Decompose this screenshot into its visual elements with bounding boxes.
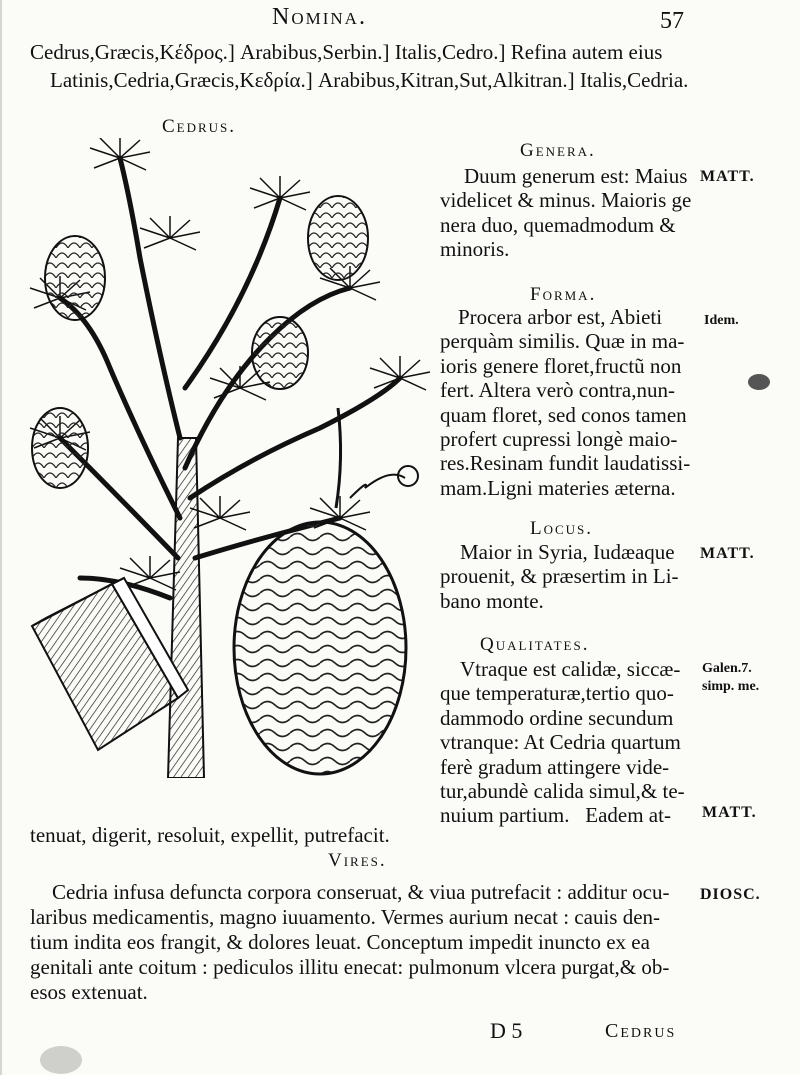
margin-note-galen xyxy=(702,660,759,696)
margin-note-galen-line-2: simp. me. xyxy=(702,679,760,694)
margin-note-matt: MATT. xyxy=(700,545,755,562)
continuation-line: tenuat, digerit, resoluit, expellit, putrefacit. xyxy=(30,823,390,847)
names-line-2: Latinis,Cedria,Græcis,Κεδρία.] Arabibus,Kitran,Sut,Alkitran.] Italis,Cedria. xyxy=(50,68,689,92)
qualitates-line: Vtraque est calidæ, siccæ- xyxy=(460,657,681,681)
vires-line: laribus medicamentis, magno iuuamento. Vermes aurium necat : cauis den- xyxy=(30,905,661,929)
running-head: Nomina. xyxy=(272,4,367,30)
catchword: Cedrus xyxy=(605,1020,677,1042)
locus-line: Maior in Syria, Iudæaque xyxy=(460,540,675,564)
qualitates-line: dammodo ordine secundum xyxy=(440,705,674,730)
page-gutter-shadow xyxy=(0,0,2,1075)
genera-text xyxy=(440,164,692,262)
forma-line: res.Resinam fundit laudatissi- xyxy=(440,451,691,476)
forma-line: fert. Altera verò contra,nun- xyxy=(440,378,675,403)
heading-vires: Vires. xyxy=(328,850,387,871)
vires-line: Cedria infusa defuncta corpora conseruat, & viua putrefacit : additur ocu- xyxy=(52,880,670,904)
margin-note-matt: MATT. xyxy=(702,804,757,821)
forma-line: ioris genere floret,fructũ non xyxy=(440,353,682,378)
forma-line: mam.Ligni materies æterna. xyxy=(440,475,676,500)
locus-line: prouenit, & præsertim in Li- xyxy=(440,564,679,589)
vires-line: esos extenuat. xyxy=(30,980,148,1004)
margin-note-matt: MATT. xyxy=(700,168,755,185)
genera-line: Duum generum est: Maius xyxy=(464,164,688,188)
genera-line: videlicet & minus. Maioris ge xyxy=(440,188,692,213)
qualitates-line: tur,abundè calida simul,& te- xyxy=(440,779,685,804)
margin-note-diosc: DIOSC. xyxy=(700,886,761,903)
qualitates-line: vtranque: At Cedria quartum xyxy=(440,730,681,755)
vires-line: tium indita eos frangit, & dolores leuat. Conceptum impedit inuncto ex ea xyxy=(30,930,650,954)
qualitates-text xyxy=(440,657,685,828)
heading-forma: Forma. xyxy=(530,284,597,305)
heading-qualitates: Qualitates. xyxy=(480,634,590,655)
cedar-tree-woodcut xyxy=(20,138,440,778)
heading-genera: Genera. xyxy=(520,140,596,161)
forma-line: quam floret, sed conos tamen xyxy=(440,402,687,427)
vires-line: genitali ante coitum : pediculos illitu enecat: pulmonum vlcera purgat,& ob- xyxy=(30,955,670,979)
genera-line: minoris. xyxy=(440,237,510,262)
genera-line: nera duo, quemadmodum & xyxy=(440,212,676,237)
forma-line: profert cupressi longè maio- xyxy=(440,427,678,452)
forma-line: perquàm similis. Quæ in ma- xyxy=(440,329,685,354)
signature-mark: D 5 xyxy=(490,1018,523,1043)
heading-locus: Locus. xyxy=(530,518,594,539)
vires-text xyxy=(30,880,670,1005)
qualitates-line: ferè gradum attingere vide- xyxy=(440,754,670,779)
ink-spot xyxy=(748,374,770,390)
names-line-1: Cedrus,Græcis,Κέδρος.] Arabibus,Serbin.] Italis,Cedro.] Refina autem eius xyxy=(30,40,663,64)
margin-note-galen-line-1: Galen.7. xyxy=(702,661,752,676)
figure-caption: Cedrus. xyxy=(162,116,237,137)
qualitates-line: que temperaturæ,tertio quo- xyxy=(440,681,674,706)
qualitates-line: nuium partium. Eadem at- xyxy=(440,803,671,828)
stain-spot xyxy=(40,1046,82,1074)
forma-line: Procera arbor est, Abieti xyxy=(458,305,663,329)
locus-line: bano monte. xyxy=(440,588,544,613)
page-number: 57 xyxy=(660,8,684,34)
margin-note-idem: Idem. xyxy=(704,313,739,328)
locus-text xyxy=(440,540,679,613)
forma-text xyxy=(440,305,690,500)
